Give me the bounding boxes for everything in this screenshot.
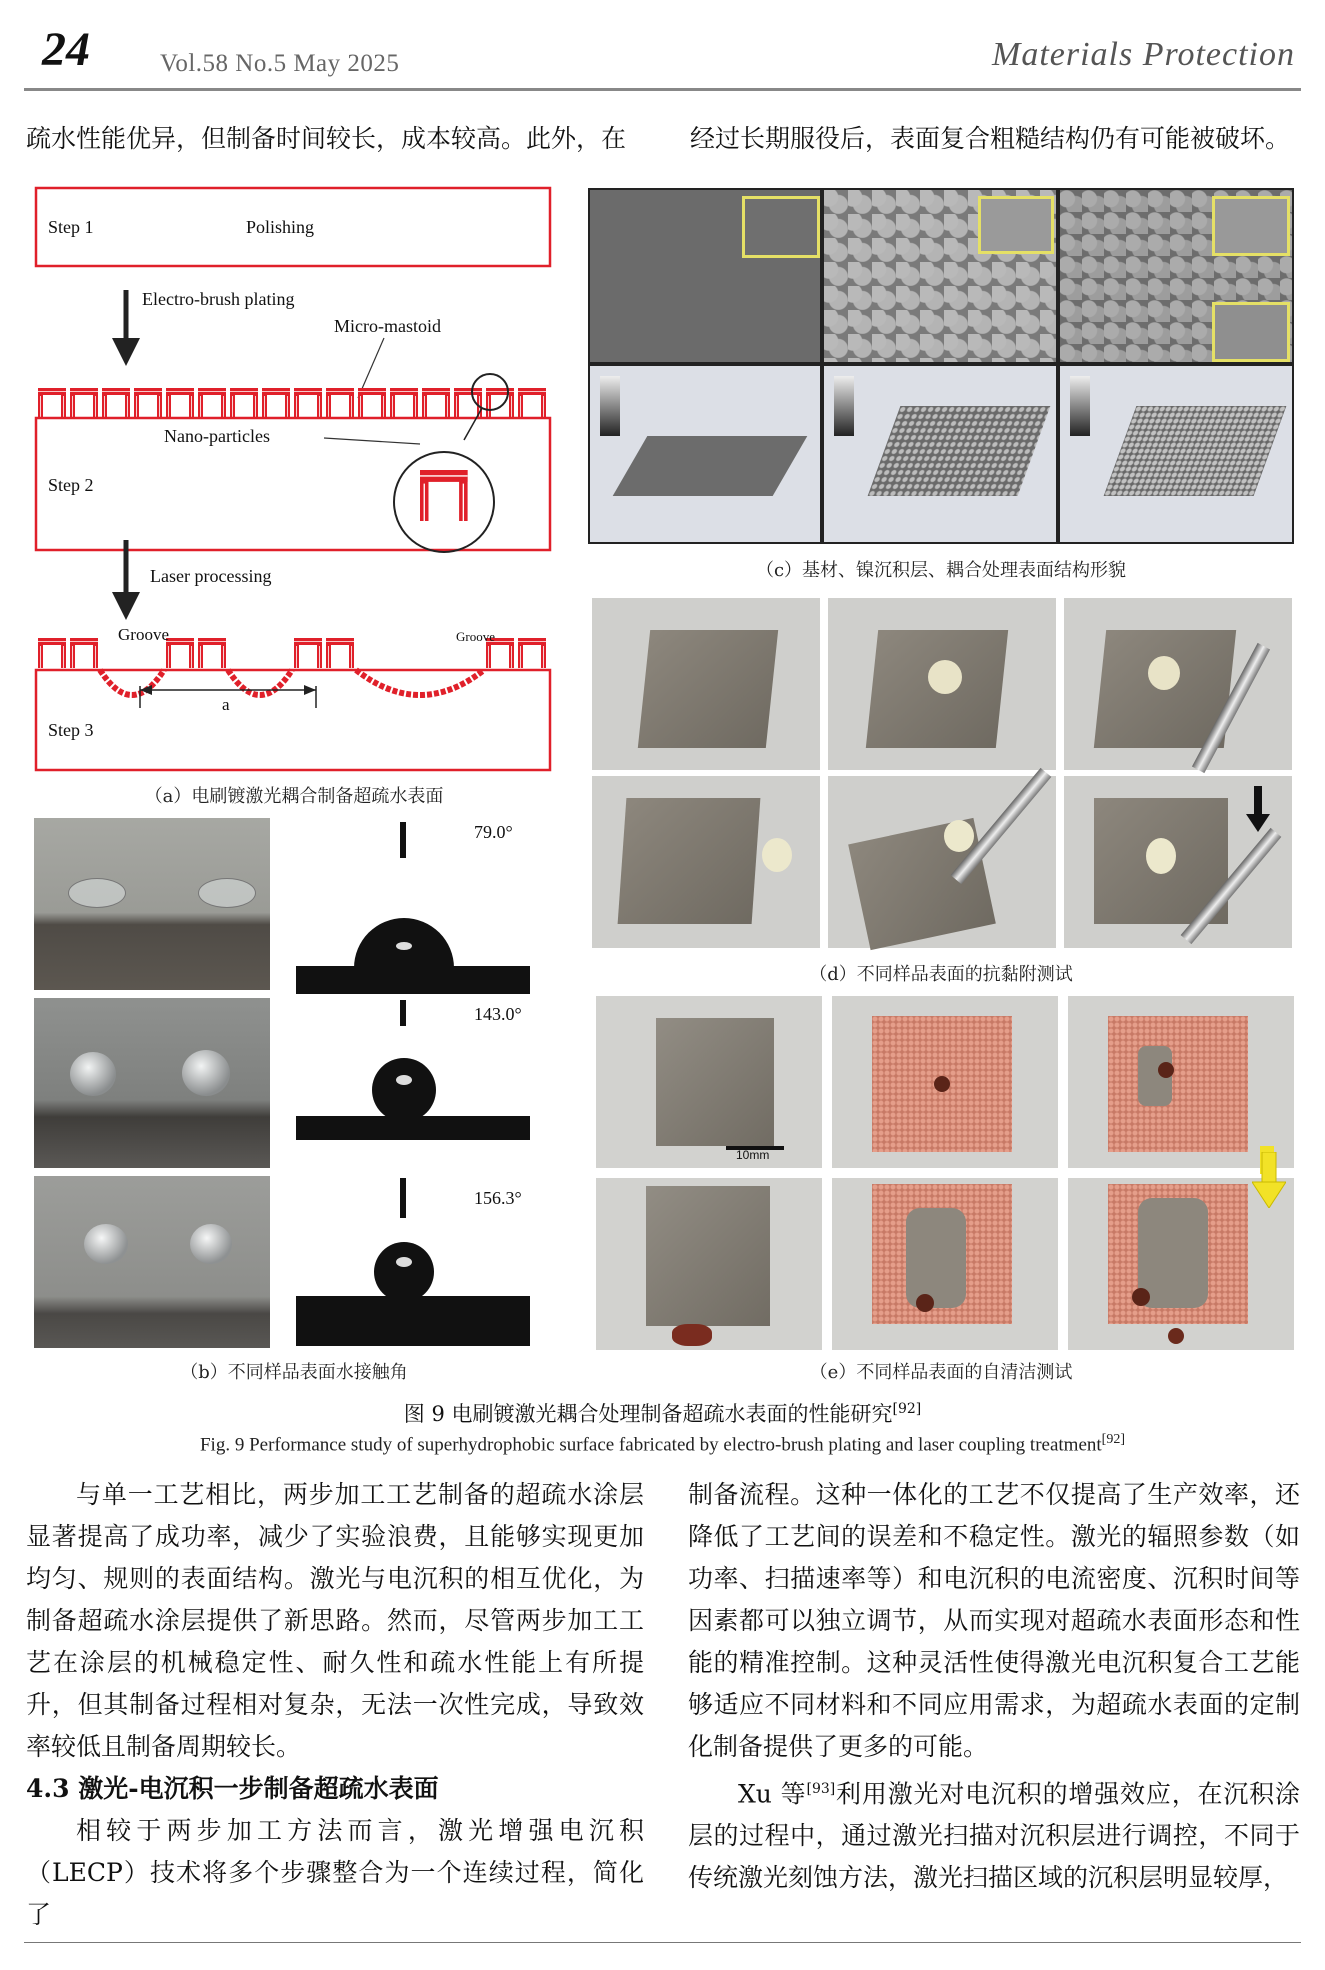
panel-c-caption: （c）基材、镍沉积层、耦合处理表面结构形貌: [755, 560, 1127, 581]
adhesion-photo-5: [828, 776, 1056, 948]
topo-substrate: [590, 366, 820, 542]
groove-label-left: Groove: [118, 625, 169, 644]
page-number: 24: [42, 23, 90, 76]
panel-a-caption: （a）电刷镀激光耦合制备超疏水表面: [144, 786, 444, 807]
right-paragraph-2-ref: [93]: [806, 1781, 836, 1797]
right-paragraph-2-start: Xu 等: [738, 1779, 807, 1809]
step2-bumps: [38, 388, 546, 418]
sem-ni-layer: [824, 190, 1056, 362]
step3-label: Step 3: [48, 720, 94, 740]
figure-title-en: [24, 1432, 1301, 1456]
figure-title-cn-ref: [92]: [892, 1401, 922, 1417]
droplet-photo-1: [34, 818, 270, 990]
left-paragraph-2: 相较于两步加工方法而言，激光增强电沉积（LECP）技术将多个步骤整合为一个连续过程，简化了: [26, 1816, 644, 1929]
figure-title-en-text: Fig. 9 Performance study of superhydrophobic surface fabricated by electro-brush plating and laser coupling treatment: [199, 1434, 1102, 1456]
groove-label-right: Groove: [456, 629, 495, 644]
step1-label: Step 1: [48, 217, 94, 237]
journal-name: Materials Protection: [992, 36, 1295, 73]
scale-bar-label: 10mm: [736, 1148, 770, 1162]
cleaning-photo-5: [832, 1178, 1058, 1350]
contact-angle-3: 156.3°: [474, 1188, 522, 1208]
micro-mastoid-label: Micro-mastoid: [334, 316, 441, 336]
contact-angle-silhouettes: [296, 818, 536, 1348]
step2-label: Step 2: [48, 475, 94, 495]
adhesion-photo-4: [592, 776, 820, 948]
self-cleaning-photos: [596, 996, 1294, 1350]
right-paragraph-2: [688, 1768, 1300, 1899]
sem-coupled: [1060, 190, 1292, 362]
right-column: [688, 1474, 1300, 1899]
zoom-circle: [394, 452, 494, 552]
cleaning-photo-2: [832, 996, 1058, 1168]
sem-substrate: [590, 190, 820, 362]
contact-angle-2: 143.0°: [474, 1004, 522, 1024]
cleaning-photo-1: [596, 996, 822, 1168]
top-text-left: 疏水性能优异，但制备时间较长，成本较高。此外，在: [26, 124, 627, 153]
right-paragraph-2-rest: 利用激光对电沉积的增强效应，在沉积涂层的过程中，通过激光扫描对沉积层进行调控，不同于传统激光刻蚀方法，激光扫描区域的沉积层明显较厚，: [688, 1779, 1300, 1893]
electro-brush-label: Electro-brush plating: [142, 289, 295, 309]
top-text-right: 经过长期服役后，表面复合粗糙结构仍有可能被破坏。: [690, 124, 1291, 153]
droplet-photos: [34, 818, 270, 1348]
panel-e-caption: （e）不同样品表面的自清洁测试: [809, 1362, 1073, 1383]
polishing-label: Polishing: [246, 217, 315, 237]
journal-volume: Vol.58 No.5 May 2025: [160, 50, 400, 77]
figure-title-cn: [24, 1398, 1301, 1428]
anti-adhesion-photos: [592, 598, 1292, 948]
right-paragraph-1: 制备流程。这种一体化的工艺不仅提高了生产效率，还降低了工艺间的误差和不稳定性。激光的辐照参数（如功率、扫描速率等）和电沉积的电流密度、沉积时间等因素都可以独立调节，从而实现对超疏水表面形态和性能的精准控制。这种灵活性使得激光电沉积复合工艺能够适应不同材料和不同应用需求，为超疏水表面的定制化制备提供了更多的可能。: [688, 1480, 1300, 1761]
nano-particles-label: Nano-particles: [164, 426, 270, 446]
distance-a-label: a: [222, 695, 230, 714]
cleaning-photo-3: [1068, 996, 1294, 1168]
yellow-arrow-icon: [1252, 1152, 1286, 1208]
section-heading: 4.3 激光-电沉积一步制备超疏水表面: [26, 1774, 439, 1803]
sem-panel: [588, 188, 1294, 544]
droplet-photo-2: [34, 998, 270, 1168]
figure-title-en-ref: [92]: [1101, 1432, 1125, 1447]
process-diagram: [24, 180, 564, 780]
topo-coupled: [1060, 366, 1292, 542]
adhesion-photo-3: [1064, 598, 1292, 770]
header-rule: [24, 88, 1301, 91]
adhesion-photo-2: [828, 598, 1056, 770]
adhesion-photo-6: [1064, 776, 1292, 948]
panel-d-caption: （d）不同样品表面的抗黏附测试: [809, 964, 1073, 985]
figure-title-cn-text: 图 9 电刷镀激光耦合处理制备超疏水表面的性能研究: [403, 1402, 893, 1426]
laser-processing-label: Laser processing: [150, 566, 272, 586]
droplet-photo-3: [34, 1176, 270, 1348]
adhesion-photo-1: [592, 598, 820, 770]
step3-box: [36, 670, 550, 770]
step2-box: [36, 418, 550, 550]
topo-ni-layer: [824, 366, 1056, 542]
cleaning-photo-4: [596, 1178, 822, 1350]
footer-rule: [24, 1942, 1301, 1943]
left-column: [26, 1474, 644, 1936]
panel-b-caption: （b）不同样品表面水接触角: [180, 1362, 408, 1383]
contact-angle-1: 79.0°: [474, 822, 513, 842]
left-paragraph-1: 与单一工艺相比，两步加工工艺制备的超疏水涂层显著提高了成功率，减少了实验浪费，且能够实现更加均匀、规则的表面结构。激光与电沉积的相互优化，为制备超疏水涂层提供了新思路。然而，尽管两步加工工艺在涂层的机械稳定性、耐久性和疏水性能上有所提升，但其制备过程相对复杂，无法一次性完成，导致效率较低且制备周期较长。: [26, 1480, 644, 1761]
